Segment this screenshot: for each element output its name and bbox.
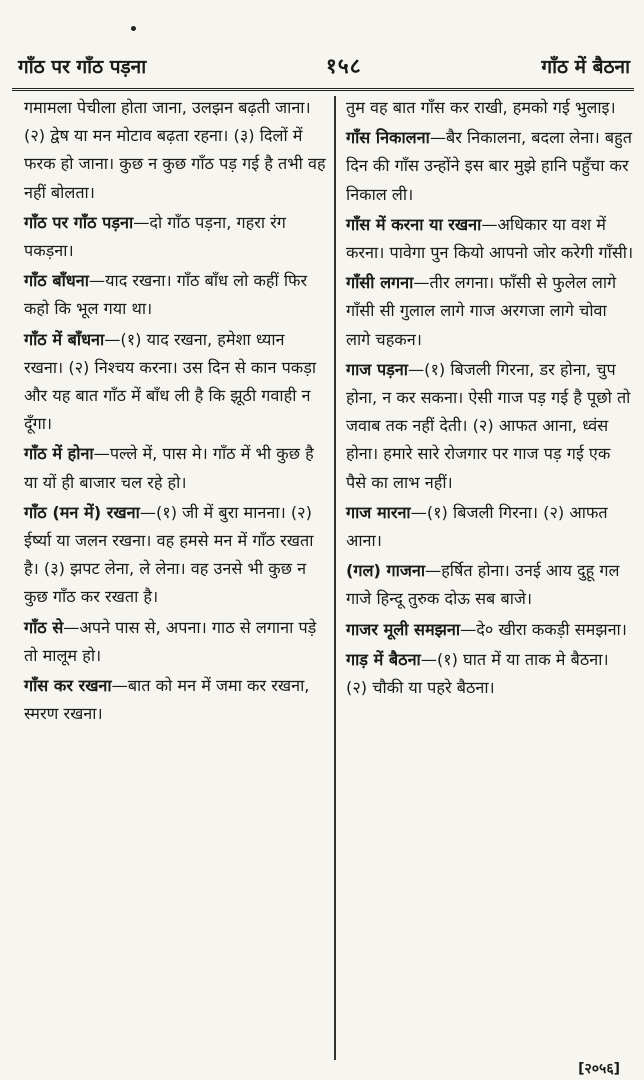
entry-headword: गाँठ (मन में) रखना [24,502,140,522]
entry-definition: —दे० खीरा ककड़ी समझना। [460,619,627,639]
page-number: १५८ [325,54,362,78]
entry-headword: गाज पड़ना [346,359,408,379]
dictionary-entry [24,440,326,496]
dictionary-entry [24,267,326,323]
right-column [346,94,634,704]
entry-headword: गाँठ से [24,617,64,637]
column-divider [334,96,336,1060]
header-left-guideword: गाँठ पर गाँठ पड़ना [18,56,147,78]
entry-headword: गाँस कर रखना [24,676,112,696]
header-rule [12,88,634,91]
dictionary-entry [24,94,326,207]
entry-headword: गाज मारना [346,502,411,522]
page-footer: [२०५६] [578,1061,620,1077]
entry-definition: —हर्षित होना। उनई आय दुहू गल गाजे हिन्दू तुरुक दोऊ सब बाजे। [346,561,620,609]
dictionary-entry [346,557,634,613]
ink-dot [131,26,136,31]
dictionary-entry [24,209,326,265]
entry-headword: गाँस में करना या रखना [346,214,482,234]
dictionary-entry [346,499,634,555]
entry-definition: —बैर निकालना, बदला लेना। बहुत दिन की गाँस उन्होंने इस बार मुझे हानि पहुँचा कर निकाल ली। [346,128,632,204]
dictionary-entry [24,614,326,670]
dictionary-entry [346,616,634,644]
entry-definition: —अधिकार या वश में करना। पावेगा पुन कियो आपनो जोर करेगी गाँसी। [346,214,634,263]
dictionary-entry [346,94,634,122]
entry-definition: गमामला पेचीला होता जाना, उलझन बढ़ती जाना। (२) द्वेष या मन मोटाव बढ़ता रहना। (३) दिलों में फरक हो जाना। कुछ न कुछ गाँठ पड़ गई है तभी वह नहीं बोलता। [24,98,326,202]
entry-definition: —अपने पास से, अपना। गाठ से लगाना पड़े तो मालूम हो। [24,617,317,665]
dictionary-entry [346,124,634,209]
entry-definition: —बात को मन में जमा कर रखना, स्मरण रखना। [24,676,310,724]
entry-definition: —दो गाँठ पड़ना, गहरा रंग पकड़ना। [24,212,286,261]
entry-definition: —तीर लगना। फाँसी से फुलेल लागे गाँसी सी गुलाल लागे गाज अरगजा लागे चोवा लागे चहकन। [346,273,617,349]
entry-headword: गाड़ में बैठना [346,649,421,669]
entry-definition: —याद रखना। गाँठ बाँध लो कहीं फिर कहो कि भूल गया था। [24,271,308,319]
entry-definition: तुम वह बात गाँस कर राखी, हमको गई भुलाइ। [346,98,616,117]
entry-headword: गाँठ में बाँधना [24,329,105,349]
page-header [18,48,630,84]
header-right-guideword: गाँठ में बैठना [541,56,630,78]
entry-headword: गाँठ में होना [24,444,94,464]
dictionary-entry [346,211,634,267]
dictionary-entry [24,672,326,728]
entry-headword: गाँठ पर गाँठ पड़ना [24,212,134,232]
dictionary-entry [346,646,634,702]
entry-headword: गाँस निकालना [346,128,430,148]
entry-definition: —(१) बिजली गिरना। (२) आफत आना। [346,502,608,551]
dictionary-entry [24,326,326,439]
entry-definition: —(१) जी में बुरा मानना। (२) ईर्ष्या या जलन रखना। वह हमसे मन में गाँठ रखता है। (३) झपट लेना, ले लेना। वह उनसे भी कुछ न कुछ गाँठ कर रखता है। [24,502,314,607]
entry-headword: (गल) गाजना [346,561,426,581]
left-column [24,94,326,730]
entry-definition: —पल्ले में, पास मे। गाँठ में भी कुछ है या यों ही बाजार चल रहे हो। [24,444,314,492]
entry-headword: गाँसी लगना [346,273,414,293]
entry-definition: —(१) याद रखना, हमेशा ध्यान रखना। (२) निश्चय करना। उस दिन से कान पकड़ा और यह बात गाँठ में बाँध ली है कि झूठी गवाही न दूँगा। [24,329,317,434]
entry-definition: —(१) बिजली गिरना, डर होना, चुप होना, न कर सकना। ऐसी गाज पड़ गई है पूछो तो जवाब तक नहीं देती। (२) आफत आना, ध्वंस होना। हमारे सारे रोजगार पर गाज पड़ गई एक पैसे का लाभ नहीं। [346,359,631,492]
entry-headword: गाजर मूली समझना [346,619,461,639]
entry-headword: गाँठ बाँधना [24,271,89,291]
dictionary-entry [24,499,326,612]
entry-definition: —(१) घात में या ताक मे बैठना। (२) चौकी या पहरे बैठना। [346,649,609,698]
dictionary-entry [346,356,634,497]
dictionary-entry [346,269,634,354]
